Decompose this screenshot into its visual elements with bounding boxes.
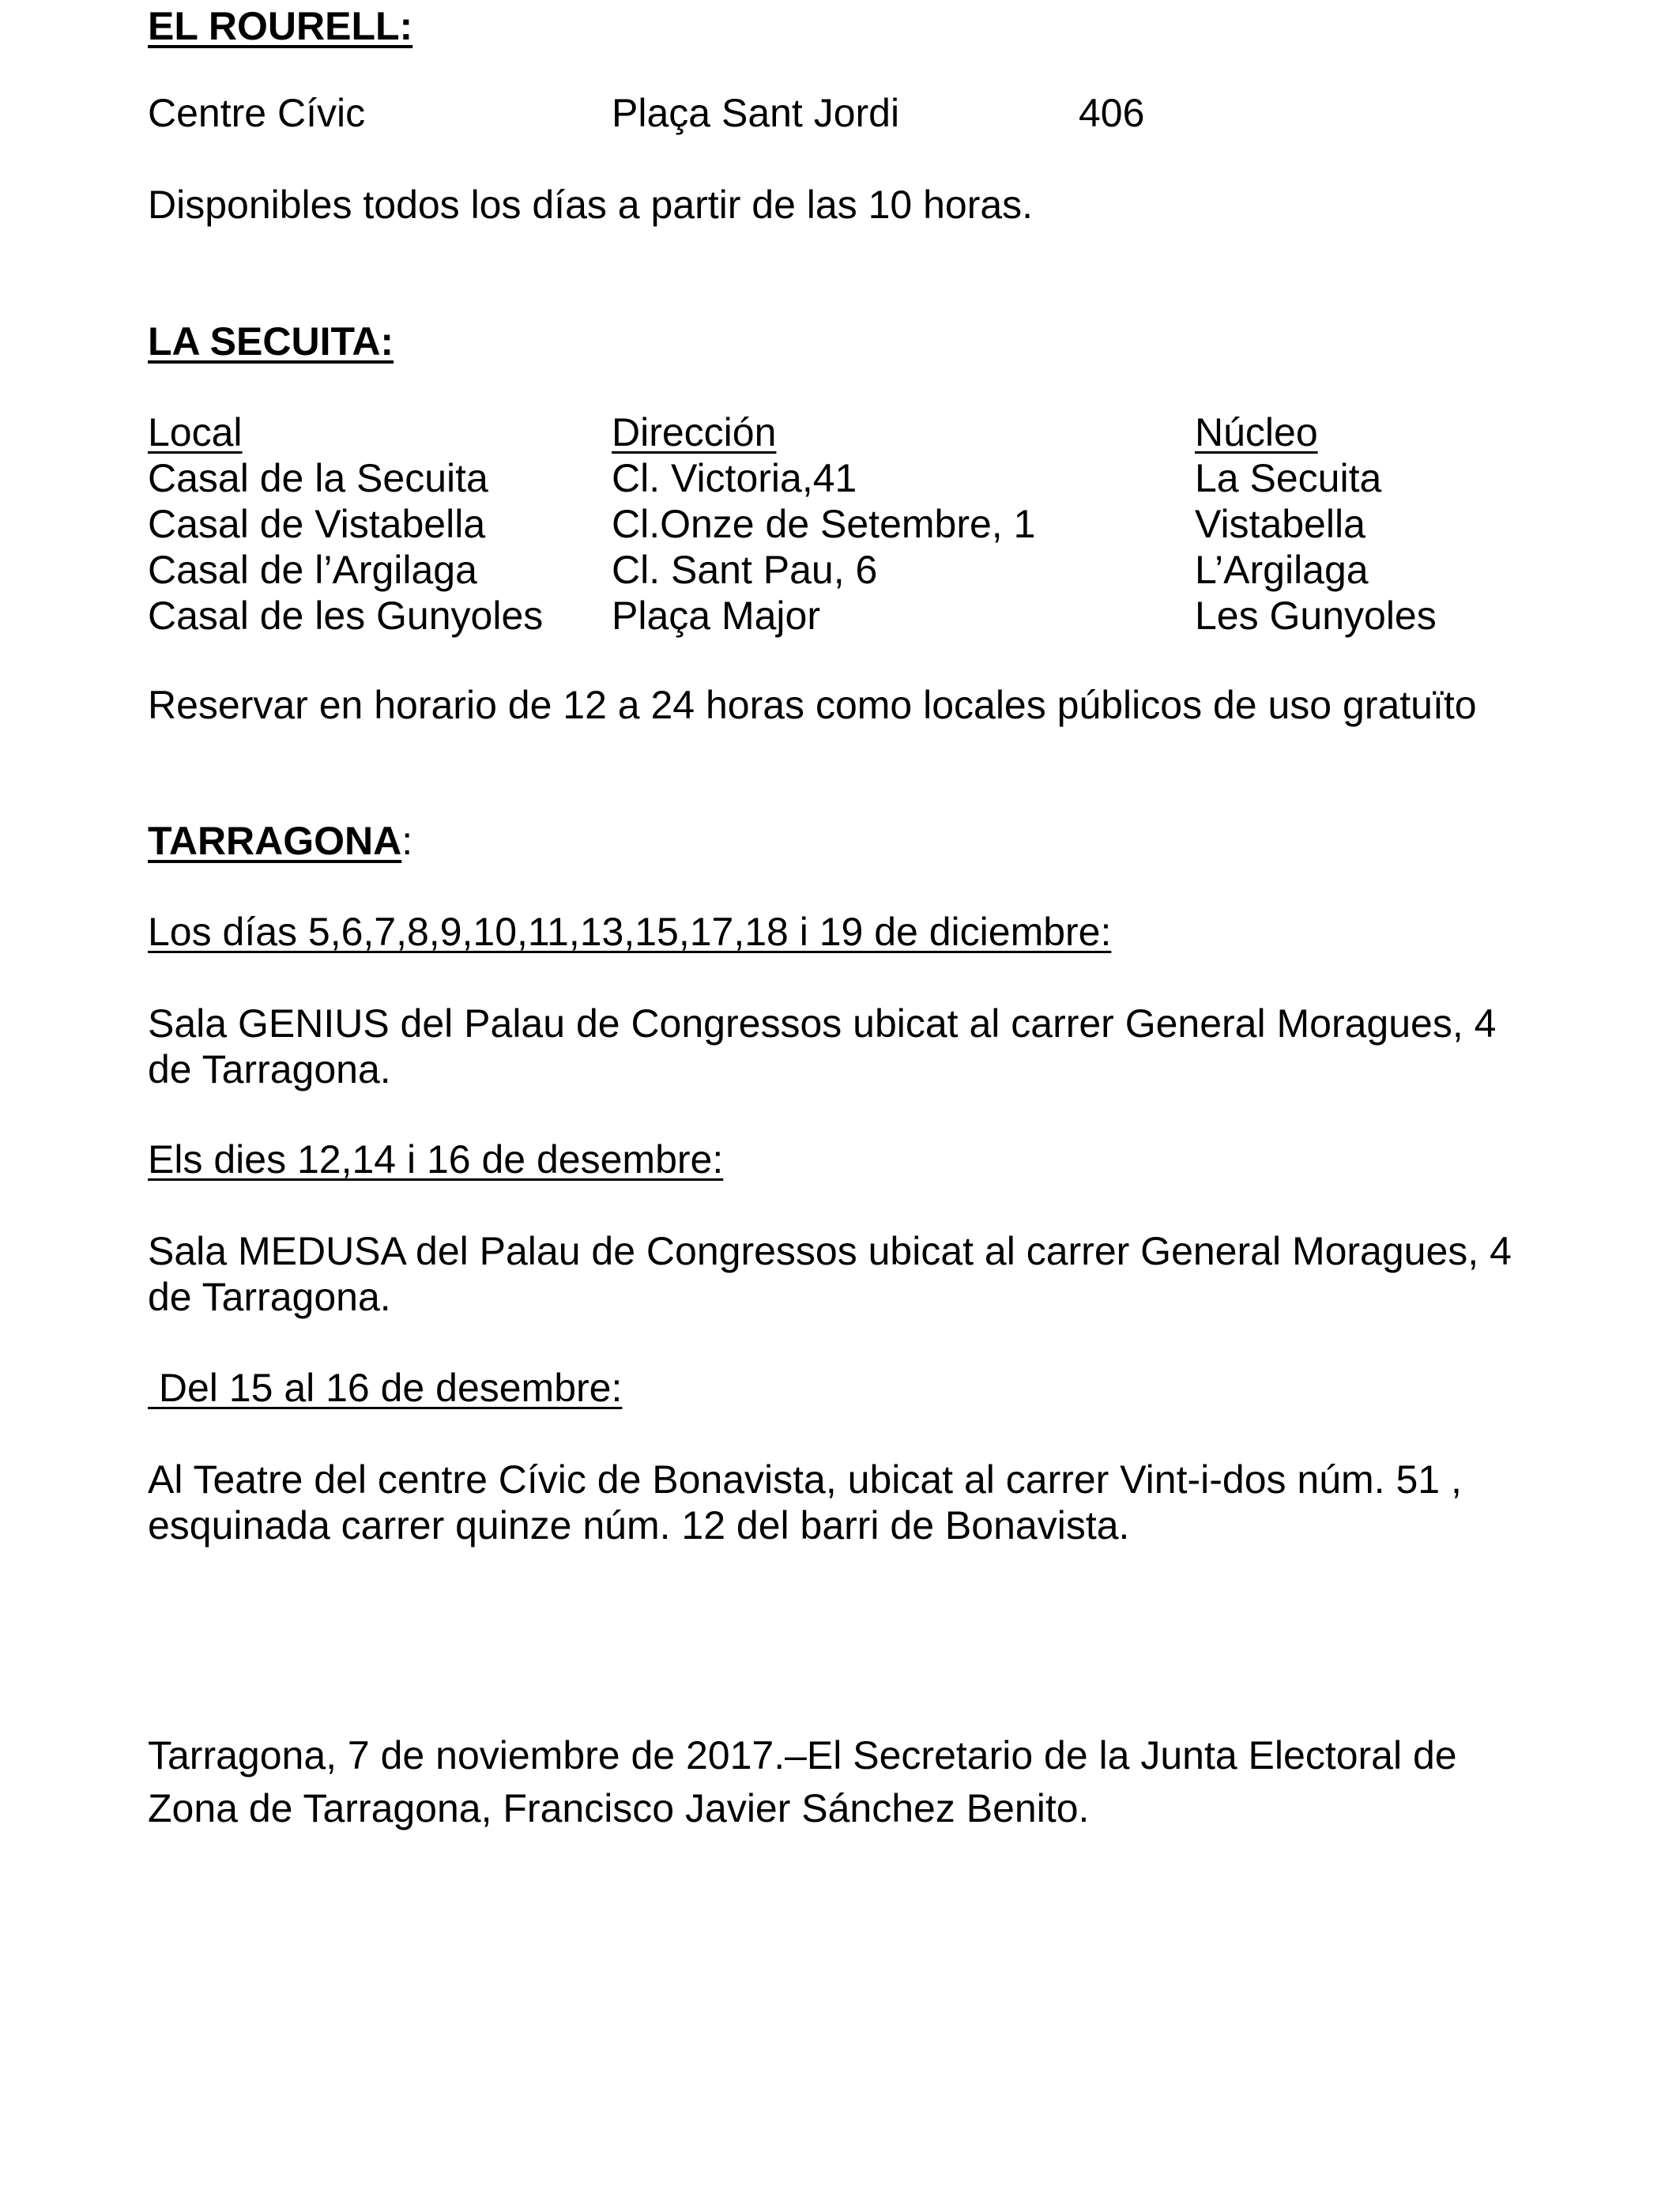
tarragona-section-label: Els dies 12,14 i 16 de desembre: xyxy=(148,1137,724,1182)
row-address: Cl. Sant Pau, 6 xyxy=(612,548,878,592)
text-line: Sala MEDUSA del Palau de Congressos ubicat al carrer General Moragues, 4 xyxy=(148,1229,1512,1273)
text-line: Al Teatre del centre Cívic de Bonavista, ubicat al carrer Vint-i-dos núm. 51 , xyxy=(148,1457,1462,1502)
heading-la-secuita: LA SECUITA: xyxy=(148,319,394,364)
column-header-address: Dirección xyxy=(612,410,777,454)
la-secuita-table-header xyxy=(148,409,1570,455)
text-line: Zona de Tarragona, Francisco Javier Sánchez Benito. xyxy=(148,1786,1090,1830)
row-local: Casal de l’Argilaga xyxy=(148,548,477,592)
signature-block xyxy=(148,1729,1457,1835)
el-rourell-address: Plaça Sant Jordi xyxy=(612,91,900,135)
row-nucleus: L’Argilaga xyxy=(1195,548,1369,592)
column-header-local: Local xyxy=(148,410,243,454)
row-address: Plaça Major xyxy=(612,594,820,638)
row-local: Casal de la Secuita xyxy=(148,456,488,500)
table-row xyxy=(148,501,1570,547)
row-nucleus: Vistabella xyxy=(1195,502,1365,546)
row-address: Cl.Onze de Setembre, 1 xyxy=(612,502,1036,546)
text-line: de Tarragona. xyxy=(148,1047,391,1091)
text-line: Sala GENIUS del Palau de Congressos ubicat al carrer General Moragues, 4 xyxy=(148,1001,1497,1046)
tarragona-section-text xyxy=(148,1001,1496,1092)
el-rourell-local: Centre Cívic xyxy=(148,91,366,135)
text-line: esquinada carrer quinze núm. 12 del barri de Bonavista. xyxy=(148,1503,1130,1547)
la-secuita-note: Reservar en horario de 12 a 24 horas como locales públicos de uso gratuïto xyxy=(148,683,1477,727)
row-address: Cl. Victoria,41 xyxy=(612,456,857,500)
row-local: Casal de les Gunyoles xyxy=(148,594,544,638)
text-line: Tarragona, 7 de noviembre de 2017.–El Secretario de la Junta Electoral de xyxy=(148,1733,1457,1777)
el-rourell-row xyxy=(148,90,1570,136)
column-header-nucleus: Núcleo xyxy=(1195,410,1318,454)
row-nucleus: La Secuita xyxy=(1195,456,1382,500)
heading-tarragona: TARRAGONA xyxy=(148,819,402,863)
tarragona-section-label: Del 15 al 16 de desembre: xyxy=(148,1366,623,1410)
table-row xyxy=(148,547,1570,593)
row-local: Casal de Vistabella xyxy=(148,502,486,546)
tarragona-section-text xyxy=(148,1457,1462,1548)
table-row xyxy=(148,593,1570,639)
el-rourell-number: 406 xyxy=(1079,91,1145,135)
heading-tarragona-colon: : xyxy=(401,819,413,863)
table-row xyxy=(148,455,1570,501)
tarragona-section-label: Los días 5,6,7,8,9,10,11,13,15,17,18 i 19 de diciembre: xyxy=(148,910,1112,954)
row-nucleus: Les Gunyoles xyxy=(1195,594,1437,638)
tarragona-section-text xyxy=(148,1228,1512,1320)
text-line: de Tarragona. xyxy=(148,1275,391,1319)
heading-el-rourell: EL ROURELL: xyxy=(148,4,413,48)
el-rourell-availability: Disponibles todos los días a partir de las 10 horas. xyxy=(148,183,1034,227)
heading-tarragona-wrap xyxy=(148,818,412,864)
